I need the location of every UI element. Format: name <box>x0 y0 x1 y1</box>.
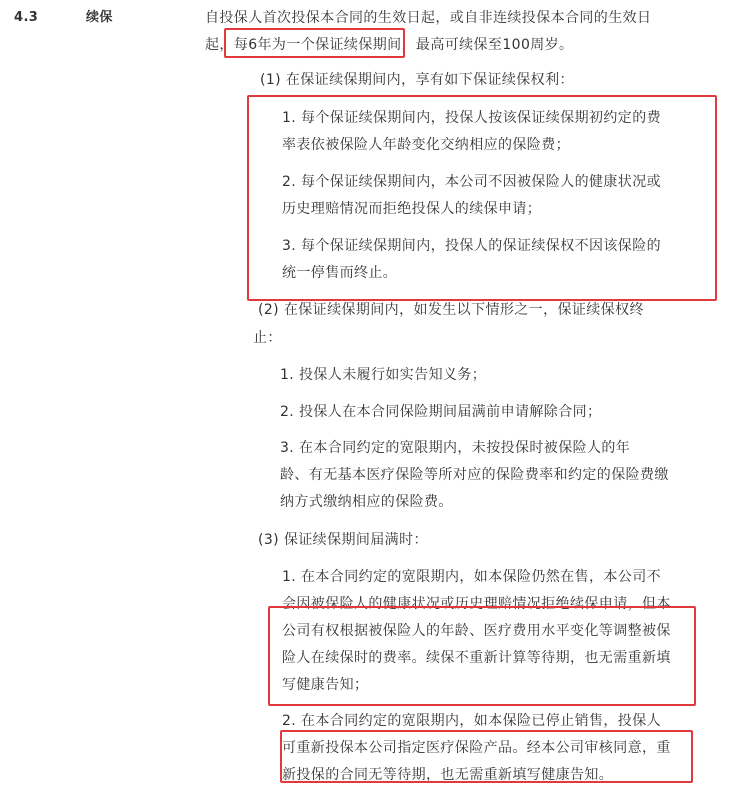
rights-item-line: 历史理赔情况而拒绝投保人的续保申请； <box>282 201 542 217</box>
termination-item-line: 2. 投保人在本合同保险期间届满前申请解除合同； <box>280 404 602 420</box>
expiry-item-line: 险人在续保时的费率。续保不重新计算等待期，也无需重新填 <box>282 650 671 666</box>
expiry-item-line: 2. 在本合同约定的宽限期内，如本保险已停止销售，投保人 <box>282 713 662 729</box>
rights-item-line: 率表依被保险人年龄变化交纳相应的保险费； <box>282 137 570 153</box>
section-title: 续保 <box>86 10 113 25</box>
rights-heading: (1) 在保证续保期间内，享有如下保证续保权利： <box>260 72 574 88</box>
intro-line: 自投保人首次投保本合同的生效日起，或自非连续投保本合同的生效日 <box>205 10 652 26</box>
termination-heading: (2) 在保证续保期间内，如发生以下情形之一，保证续保权终 <box>258 302 644 318</box>
expiry-item-line: 可重新投保本公司指定医疗保险产品。经本公司审核同意，重 <box>282 740 671 756</box>
expiry-heading: (3) 保证续保期间届满时： <box>258 532 428 548</box>
termination-item-line: 3. 在本合同约定的宽限期内，未按投保时被保险人的年 <box>280 440 631 456</box>
rights-item-line: 3. 每个保证续保期间内，投保人的保证续保权不因该保险的 <box>282 238 662 254</box>
rights-item-line: 2. 每个保证续保期间内，本公司不因被保险人的健康状况或 <box>282 174 662 190</box>
rights-item-line: 统一停售而终止。 <box>282 265 398 281</box>
rights-item-line: 1. 每个保证续保期间内，投保人按该保证续保期初约定的费 <box>282 110 662 126</box>
termination-item-line: 1. 投保人未履行如实告知义务； <box>280 367 487 383</box>
termination-item-line: 纳方式缴纳相应的保险费。 <box>280 494 453 510</box>
boxed-period-text: 每6年为一个保证续保期间 <box>233 37 402 53</box>
intro-line: 起，每6年为一个保证续保期间，最高可续保至100周岁。 <box>205 37 574 53</box>
expiry-item-line: 会因被保险人的健康状况或历史理赔情况拒绝续保申请，但本 <box>282 596 671 612</box>
highlight-box-rate-adjust <box>268 606 696 706</box>
expiry-item-line: 公司有权根据被保险人的年龄、医疗费用水平变化等调整被保 <box>282 623 671 639</box>
highlight-box-period <box>224 28 405 58</box>
highlight-box-reinsure <box>280 730 693 783</box>
expiry-item-line: 写健康告知； <box>282 677 369 693</box>
section-number: 4.3 <box>14 10 39 25</box>
termination-item-line: 龄、有无基本医疗保险等所对应的保险费率和约定的保险费缴 <box>280 467 669 483</box>
expiry-item-line: 新投保的合同无等待期，也无需重新填写健康告知。 <box>282 767 614 783</box>
termination-heading: 止： <box>253 330 282 346</box>
expiry-item-line: 1. 在本合同约定的宽限期内，如本保险仍然在售，本公司不 <box>282 569 662 585</box>
